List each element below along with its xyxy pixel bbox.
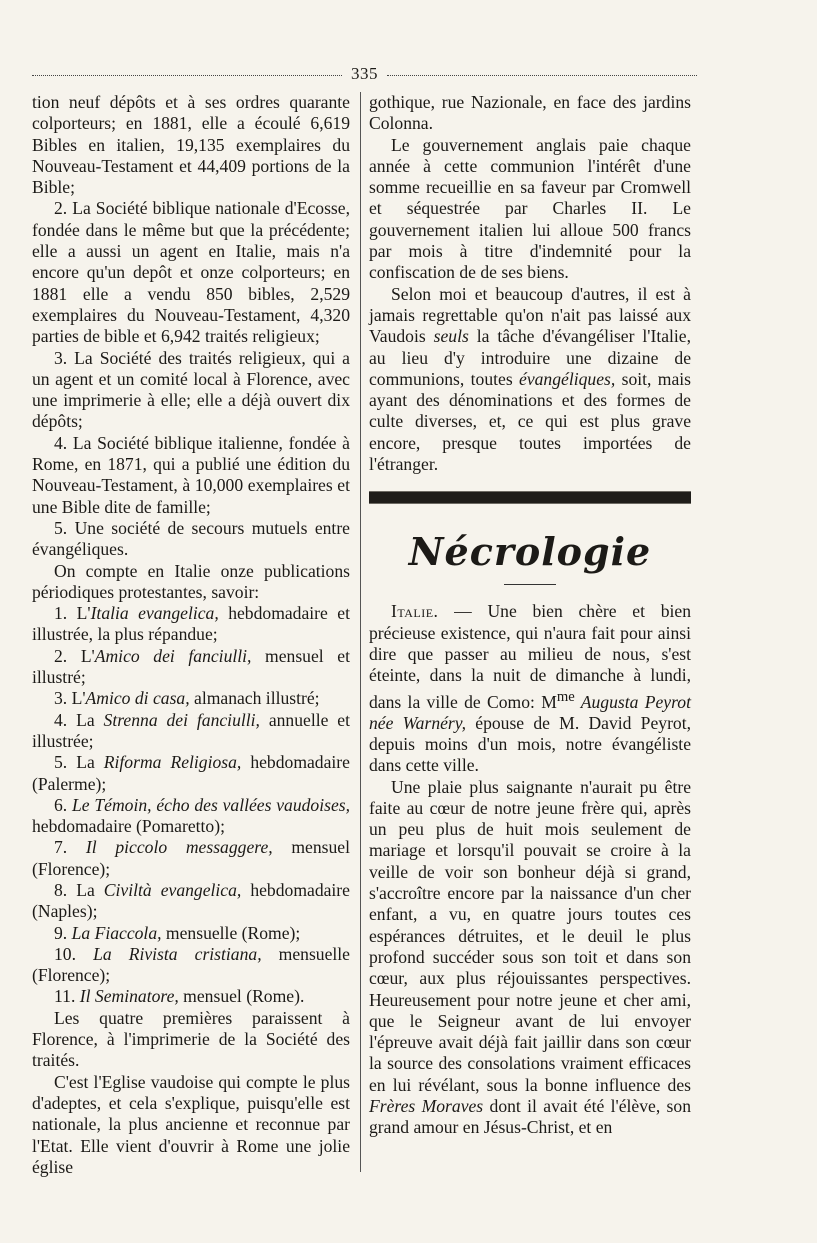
publication-title: Amico dei fanciulli, <box>94 645 252 666</box>
publication-title: La Fiaccola, <box>71 922 162 943</box>
publication-title: Strenna dei fanciulli, <box>103 709 260 730</box>
paragraph: C'est l'Eglise vaudoise qui compte le plus d'adeptes, et cela s'explique, puisqu'elle est nationale, la plus ancienne et reconnue par l'Etat. Elle vient d'ouvrir à Rome une jolie église <box>32 1071 350 1177</box>
paragraph: 3. La Société des traités religieux, qui a un agent et un comité local à Florence, avec une imprimerie à elle; elle a déjà ouvert dix dépôts; <box>32 347 350 432</box>
paragraph: Italie. — Une bien chère et bien précieuse existence, qui n'aura fait pour ainsi dire que passer au milieu de nous, s'est éteinte, dans la nuit de dimanche à lundi, dans la ville de Como: $M^{me}$ Augusta Peyrot née Warnéry, épouse de M. David Peyrot, depuis moins d'un mois, notre évangéliste dans cette ville. <box>369 601 692 776</box>
publication-title: Il Seminatore, <box>79 986 179 1007</box>
section-separator-band <box>369 491 691 504</box>
list-item: 5. La Riforma Religiosa, hebdomadaire (Palerme); <box>32 752 350 794</box>
person-name: Augusta Peyrot née Warnéry, <box>369 691 691 733</box>
paragraph: Les quatre premières paraissent à Florence, à l'imprimerie de la Société des traités. <box>32 1007 350 1071</box>
column-divider <box>360 92 361 1172</box>
list-item: 1. L'Italia evangelica, hebdomadaire et illustrée, la plus répandue; <box>32 603 350 645</box>
paragraph: Le gouvernement anglais paie chaque année à cette communion l'intérêt d'une somme recueillie en sa faveur par Cromwell et séquestrée par Charles II. Le gouvernement italien lui alloue 500 francs par mois à titre d'indemnité pour la confiscation de de ses biens. <box>369 134 691 283</box>
paragraph: Une plaie plus saignante n'aurait pu être faite au cœur de notre jeune frère qui, après un peu plus de huit mois seulement de mariage et lorsqu'il pouvait se croire à la veille de voir son bonheur déjà si grand, s'accroître encore par la naissance d'un cher enfant, a vu, en quatre jours toutes ces espérances détruites, et le deuil le plus profond succéder sous son toit et dans son cœur, aux plus réjouissantes perspectives. Heureusement pour notre jeune et cher ami, que le Seigneur avant de lui envoyer l'épreuve avait déjà fait jaillir dans son cœur la source des consolations vraiment efficaces en lui révélant, sous la bonne influence des Frères Moraves dont il avait été l'élève, son grand amour en Jésus-Christ, et en <box>369 776 692 1138</box>
page-number: 335 <box>351 64 378 83</box>
paragraph: On compte en Italie onze publications périodiques protestantes, savoir: <box>32 560 350 602</box>
list-item: 10. La Rivista cristiana, mensuelle (Florence); <box>32 943 350 986</box>
paragraph: 4. La Société biblique italienne, fondée à Rome, en 1871, qui a publié une édition du Nouveau-Testament, à 10,000 exemplaires et une Bible dite de famille; <box>32 432 350 517</box>
list-item: 6. Le Témoin, écho des vallées vaudoises, hebdomadaire (Pomaretto); <box>32 794 351 837</box>
publication-title: Italia evangelica, <box>90 603 219 624</box>
right-column <box>369 92 691 1139</box>
paragraph: 5. Une société de secours mutuels entre évangéliques. <box>32 517 350 560</box>
paragraph: gothique, rue Nazionale, en face des jardins Colonna. <box>369 92 691 134</box>
list-item: 2. L'Amico dei fanciulli, mensuel et illustré; <box>32 645 350 688</box>
paragraph: Selon moi et beaucoup d'autres, il est à jamais regrettable qu'on n'ait pas laissé aux Vaudois seuls la tâche d'évangéliser l'Italie, au lieu d'y introduire une dizaine de communions, toutes évangéliques, soit, mais ayant des dénominations et des formes de culte diverses, et, ce qui est plus grave encore, presque toutes importées de l'étranger. <box>369 283 692 475</box>
section-title: Nécrologie <box>408 529 652 575</box>
paragraph: 2. La Société biblique nationale d'Ecosse, fondée dans le même but que la précédente; elle a aussi un agent en Italie, mais n'a encore qu'un depôt et onze colporteurs; en 1881 elle a vendu 850 bibles, 2,529 exemplaires du Nouveau-Testament, 4,320 parties de bible et 6,942 traités religieux; <box>32 198 350 347</box>
list-item: 3. L'Amico di casa, almanach illustré; <box>54 688 320 709</box>
list-item: 4. La Strenna dei fanciulli, annuelle et illustrée; <box>32 709 350 751</box>
publication-title: Amico di casa, <box>85 688 190 709</box>
list-item: 11. Il Seminatore, mensuel (Rome). <box>54 986 305 1007</box>
left-column <box>32 92 350 1178</box>
publication-title: Riforma Religiosa, <box>103 752 242 773</box>
list-item: 9. La Fiaccola, mensuelle (Rome); <box>54 922 301 943</box>
publication-title: Le Témoin, écho des vallées vaudoises, <box>72 794 351 815</box>
publication-title: La Rivista cristiana, <box>93 943 262 964</box>
header-rule-right <box>387 75 697 76</box>
page-header <box>32 64 697 84</box>
list-item: 7. Il piccolo messaggere, mensuel (Florence); <box>32 837 350 879</box>
title-underline <box>504 584 556 585</box>
publication-title: Civiltà evangelica, <box>103 879 242 900</box>
place-name: Italie. <box>391 601 439 622</box>
publication-title: Il piccolo messaggere, <box>85 837 273 858</box>
list-item: 8. La Civiltà evangelica, hebdomadaire (Naples); <box>32 879 350 922</box>
paragraph: tion neuf dépôts et à ses ordres quarante colporteurs; en 1881, elle a écoulé 6,619 Bibles en italien, 19,135 exemplaires du Nouveau-Testament et 44,409 portions de la Bible; <box>32 92 350 198</box>
